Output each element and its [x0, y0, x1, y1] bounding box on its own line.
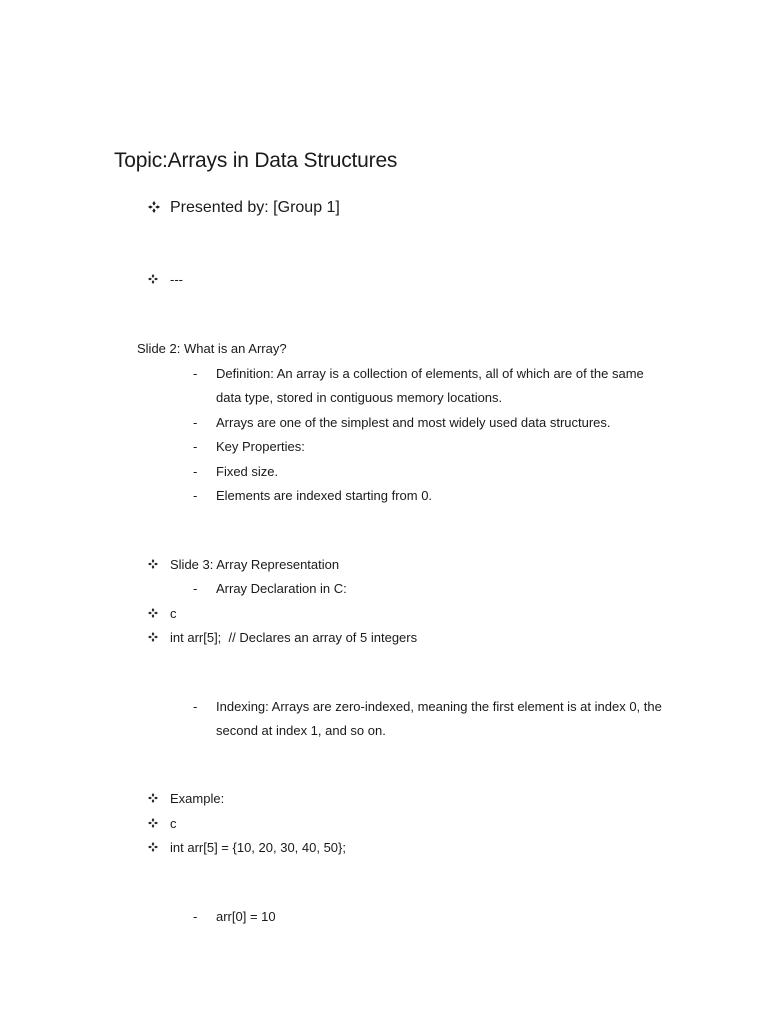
page-title: Topic:Arrays in Data Structures [114, 149, 398, 172]
dash-marker: - [193, 415, 198, 430]
diamond-bullet-icon [148, 793, 158, 803]
diamond-bullet-icon [148, 608, 158, 618]
dash-marker: - [193, 366, 198, 381]
dash-marker: - [193, 909, 198, 924]
dash-marker: - [193, 699, 198, 714]
slide2-definition-line2: data type, stored in contiguous memory locations. [216, 390, 503, 405]
presented-by: Presented by: [Group 1] [170, 199, 340, 216]
slide3-arr0: arr[0] = 10 [216, 909, 276, 924]
slide3-example-code: int arr[5] = {10, 20, 30, 40, 50}; [170, 840, 346, 855]
slide3-heading: Slide 3: Array Representation [170, 557, 340, 572]
diamond-bullet-icon [148, 559, 158, 569]
slide3-example-label: Example: [170, 791, 225, 806]
slide3-indexing-line1: Indexing: Arrays are zero-indexed, meaning the first element is at index 0, the [216, 699, 662, 714]
diamond-bullet-icon [148, 274, 158, 284]
dash-marker: - [193, 581, 198, 596]
dash-marker: - [193, 488, 198, 503]
slide2-definition-line1: Definition: An array is a collection of elements, all of which are of the same [216, 366, 644, 381]
dash-marker: - [193, 464, 198, 479]
slide2-heading: Slide 2: What is an Array? [137, 341, 287, 356]
slide3-example-lang: c [170, 816, 177, 831]
diamond-bullet-icon [148, 842, 158, 852]
separator: --- [170, 272, 183, 287]
slide2-item: Elements are indexed starting from 0. [216, 488, 433, 503]
slide2-item: Arrays are one of the simplest and most widely used data structures. [216, 415, 611, 430]
slide3-code-lang: c [170, 606, 177, 621]
slide3-indexing-line2: second at index 1, and so on. [216, 723, 386, 738]
slide2-item: Key Properties: [216, 439, 305, 454]
diamond-bullet-icon [148, 818, 158, 828]
slide2-item: Fixed size. [216, 464, 279, 479]
diamond-bullet-icon [148, 632, 158, 642]
diamond-bullet-icon [148, 201, 160, 213]
dash-marker: - [193, 439, 198, 454]
slide3-declaration: Array Declaration in C: [216, 581, 347, 596]
slide3-code-line: int arr[5]; // Declares an array of 5 integers [170, 630, 418, 645]
